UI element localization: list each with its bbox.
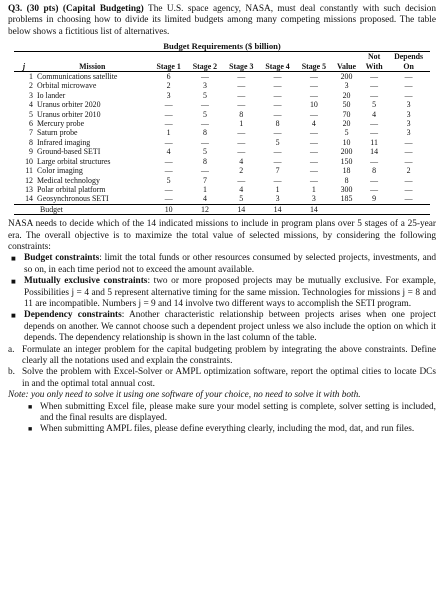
cell-not-with: 8 [372,166,377,176]
cell-stage-5: 10 [309,100,318,110]
table-caption: Budget Requirements ($ billion) [163,41,281,52]
cell-j: 10 [25,156,33,166]
cell-stage-2: 8 [202,128,207,138]
cell-value: 185 [340,194,353,204]
cell-not-with: — [370,119,379,129]
cell-value: 50 [342,100,351,110]
cell-stage-5: 4 [311,119,316,129]
cell-mission: Infrared imaging [37,137,91,147]
table-row [14,176,430,185]
cell-stage-1: 5 [166,175,171,185]
cell-mission: Polar orbital platform [37,184,106,194]
cell-j: 4 [29,100,33,110]
cell-stage-5: — [309,81,318,91]
header-not-top: Not [361,52,387,62]
budget-stage-5: 14 [296,204,332,214]
cell-mission: Ground-based SETI [37,147,101,157]
header-mission: Mission [34,62,150,72]
budget-row [14,204,430,214]
header-top-cell [296,52,332,62]
budget-spacer [361,204,387,214]
cell-stage-2: — [201,119,209,129]
cell-depends-on: — [404,137,413,147]
cell-stage-3: 4 [239,156,244,166]
cell-not-with: 4 [372,109,377,119]
cell-depends-on: — [404,72,413,82]
header-top-cell [259,52,295,62]
cell-stage-3: 5 [239,194,244,204]
cell-not-with: — [370,90,379,100]
cell-stage-4: — [273,128,282,138]
submission-list [8,402,436,436]
constraint-title: Dependency constraints [24,310,122,321]
cell-j: 1 [29,72,33,82]
header-top-cell [332,52,361,62]
budget-stage-2: 12 [187,204,223,214]
cell-mission: Geosynchronous SETI [37,194,109,204]
submission-text: When submitting AMPL files, please define everything clearly, including the mod, dat, and run files. [40,424,415,435]
header-top-cell [34,52,150,62]
cell-stage-3: — [237,128,246,138]
cell-value: 5 [344,128,349,138]
table-row [14,128,430,137]
cell-value: 3 [344,81,349,91]
cell-not-with: 11 [370,137,378,147]
cell-stage-5: — [309,156,318,166]
header-value: Value [332,62,361,72]
cell-stage-3: — [237,81,246,91]
budget-table-container [14,41,430,215]
cell-stage-5: 1 [311,184,316,194]
table-header-top-row [14,52,430,62]
cell-stage-2: 7 [202,175,207,185]
bullet-square-icon: ■ [11,254,16,264]
header-stage-3: Stage 3 [223,62,259,72]
table-row [14,100,430,109]
cell-stage-5: — [309,166,318,176]
header-top-cell [187,52,223,62]
cell-depends-on: 3 [406,109,411,119]
constraint-text: : limit the total funds or other resources consumed by selected projects, investments, and so on, in each time period not to exceed the amount available. [24,253,436,275]
cell-depends-on: 2 [406,166,411,176]
task-item-a [8,345,436,368]
header-stage-2: Stage 2 [187,62,223,72]
bullet-square-icon: ■ [28,425,33,434]
question-text: The U.S. space agency, NASA, must deal constantly with such decision problems in choosing how to divide its limited budgets among many competing missions proposed. The table below shows a fictitious list of alternatives. [8,4,436,37]
bullet-square-icon: ■ [11,311,16,321]
constraint-item-mutually-exclusive [8,276,436,310]
cell-stage-2: 5 [202,147,207,157]
cell-stage-4: — [273,156,282,166]
submission-item-excel [26,402,436,425]
constraint-text: : two or more proposed projects may be mutually exclusive. For example, Possibilities j = 4 and 5 represent alternative timing for the same mission. Technologies for missions j = 8 and 11 are incompatible. Numbers j = 9 and 14 involve two different ways to accomplish the SETI program. [24,276,437,309]
cell-stage-1: 6 [166,72,171,82]
cell-j: 13 [25,184,33,194]
header-top-cell [223,52,259,62]
cell-not-with: 14 [370,147,379,157]
cell-stage-3: 8 [239,109,244,119]
cell-j: 3 [29,90,33,100]
cell-stage-2: — [201,72,209,82]
cell-stage-1: — [164,100,173,110]
cell-stage-1: — [164,156,173,166]
cell-depends-on: — [404,156,413,166]
cell-stage-2: 5 [202,109,207,119]
budget-spacer [387,204,430,214]
cell-stage-4: — [273,100,282,110]
cell-mission: Communications satellite [37,72,118,82]
table-row [14,119,430,128]
cell-depends-on: 3 [406,128,411,138]
table-row [14,72,430,82]
cell-stage-1: — [164,166,173,176]
budget-spacer [14,204,34,214]
constraint-item-budget [8,253,436,276]
cell-stage-1: 2 [166,81,171,91]
cell-stage-5: — [309,90,318,100]
table-row [14,91,430,100]
cell-stage-1: — [164,119,173,129]
cell-j: 12 [25,175,33,185]
cell-stage-1: — [164,194,173,204]
cell-stage-1: 3 [166,90,171,100]
cell-not-with: 9 [372,194,377,204]
table-row [14,147,430,156]
table-row [14,110,430,119]
cell-stage-2: 8 [202,156,207,166]
task-item-b [8,367,436,390]
cell-mission: Mercury probe [37,119,85,129]
task-label: a. [8,344,15,355]
header-top-cell [150,52,186,62]
cell-stage-3: 2 [239,166,244,176]
cell-mission: Io lander [37,90,66,100]
submission-item-ampl [26,424,436,435]
cell-j: 11 [25,166,33,176]
cell-value: 200 [340,72,353,82]
constraint-title: Budget constraints [24,253,100,264]
cell-depends-on: — [404,175,413,185]
table-row [14,81,430,90]
table-row [14,138,430,147]
cell-not-with: — [370,175,379,185]
cell-not-with: — [370,72,379,82]
cell-stage-3: — [237,90,246,100]
header-depends-on: On [387,62,430,72]
cell-stage-3: — [237,147,246,157]
cell-value: 18 [342,166,351,176]
header-stage-4: Stage 4 [259,62,295,72]
cell-stage-5: — [309,128,318,138]
note-text: Note: you only need to solve it using one software of your choice, no need to solve it with both. [8,390,361,401]
task-label: b. [8,367,15,378]
cell-stage-5: — [309,109,318,119]
cell-depends-on: — [404,147,413,157]
cell-depends-on: — [404,184,413,194]
cell-j: 6 [29,119,33,129]
cell-mission: Orbital microwave [37,81,97,91]
cell-depends-on: — [404,81,413,91]
constraints-list [8,253,436,344]
cell-stage-3: — [237,72,246,82]
cell-depends-on: 3 [406,100,411,110]
table-row [14,157,430,166]
header-depends-top: Depends [387,52,430,62]
cell-stage-2: 5 [202,90,207,100]
cell-mission: Uranus orbiter 2010 [37,109,101,119]
table-body [14,72,430,205]
cell-stage-4: 7 [275,166,280,176]
cell-value: 70 [342,109,351,119]
cell-stage-3: 4 [239,184,244,194]
cell-depends-on: — [404,194,413,204]
table-header-row [14,62,430,72]
cell-depends-on: — [404,90,413,100]
cell-stage-2: — [201,137,209,147]
cell-mission: Color imaging [37,166,83,176]
cell-value: 10 [342,137,351,147]
bullet-square-icon: ■ [28,402,33,411]
cell-not-with: — [370,128,379,138]
tasks-list [8,345,436,391]
cell-value: 200 [340,147,353,157]
cell-not-with: 5 [372,100,377,110]
cell-not-with: — [370,184,379,194]
cell-value: 150 [340,156,353,166]
cell-mission: Medical technology [37,175,100,185]
cell-value: 20 [342,119,351,129]
budget-label: Budget [34,204,150,214]
cell-not-with: — [370,81,379,91]
budget-stage-3: 14 [223,204,259,214]
cell-stage-2: 1 [202,184,207,194]
task-text: Solve the problem with Excel-Solver or AMPL optimization software, report the optimal cities to locate DCs in and the optimal total annual cost. [22,367,436,389]
budget-stage-1: 10 [150,204,186,214]
cell-value: 300 [340,184,353,194]
cell-j: 5 [29,109,33,119]
cell-stage-2: — [201,166,209,176]
cell-j: 14 [25,194,33,204]
cell-stage-1: 4 [166,147,171,157]
cell-stage-1: 1 [166,128,171,138]
header-top-cell [14,52,34,62]
cell-stage-5: 3 [311,194,316,204]
budget-table [14,51,430,215]
cell-stage-4: — [273,175,282,185]
cell-stage-4: 1 [275,184,280,194]
budget-spacer [332,204,361,214]
cell-value: 8 [344,175,349,185]
table-row [14,194,430,204]
bullet-square-icon: ■ [11,277,16,287]
cell-value: 20 [342,90,351,100]
task-text: Formulate an integer problem for the capital budgeting problem by integrating the above constraints. Define clearly all the notations used and explain the constraints. [22,344,436,366]
cell-mission: Saturn probe [37,128,78,138]
cell-stage-4: — [273,90,282,100]
constraint-title: Mutually exclusive constraints [24,276,148,287]
cell-stage-1: — [164,109,173,119]
cell-stage-3: — [237,137,246,147]
cell-j: 8 [29,137,33,147]
cell-stage-3: — [237,175,246,185]
cell-stage-3: — [237,100,246,110]
cell-j: 7 [29,128,33,138]
header-not-with: With [361,62,387,72]
submission-text: When submitting Excel file, please make sure your model setting is complete, solver setting is included, and the final results are displayed. [40,401,436,424]
budget-stage-4: 14 [259,204,295,214]
cell-stage-1: — [164,184,173,194]
constraint-item-dependency [8,310,436,344]
cell-stage-4: — [273,81,282,91]
cell-stage-4: — [273,72,282,82]
cell-stage-4: 8 [275,119,280,129]
cell-stage-4: — [273,109,282,119]
cell-mission: Large orbital structures [37,156,111,166]
cell-stage-3: 1 [239,119,244,129]
cell-stage-2: 3 [202,81,207,91]
cell-stage-4: 3 [275,194,280,204]
question-intro [8,4,436,38]
cell-depends-on: 3 [406,119,411,129]
cell-stage-5: — [309,175,318,185]
cell-stage-1: — [164,137,173,147]
objective-paragraph: NASA needs to decide which of the 14 indicated missions to include in program plans over 5 stages of a 25-year era. The overall objective is to maximize the total value of selected missions, by considering the following constraints: [8,219,436,252]
constraint-text: : Another characteristic relationship between projects arises when one project depends on another. We cannot choose such a dependent project unless we also include the option on which it depends. The dependency relationship is shown in the last column of the table. [24,310,436,344]
table-row [14,166,430,175]
cell-not-with: — [370,156,379,166]
cell-stage-5: — [309,72,318,82]
cell-j: 2 [29,81,33,91]
header-j: j [14,62,34,72]
cell-stage-5: — [309,137,318,147]
cell-stage-5: — [309,147,318,157]
cell-stage-4: — [273,147,282,157]
cell-j: 9 [29,147,33,157]
cell-stage-4: 5 [275,137,280,147]
cell-mission: Uranus orbiter 2020 [37,100,101,110]
table-row [14,185,430,194]
cell-stage-2: 4 [202,194,207,204]
question-label: Q3. (30 pts) (Capital Budgeting) [8,4,144,14]
cell-stage-2: — [201,100,209,110]
header-stage-1: Stage 1 [150,62,186,72]
header-stage-5: Stage 5 [296,62,332,72]
